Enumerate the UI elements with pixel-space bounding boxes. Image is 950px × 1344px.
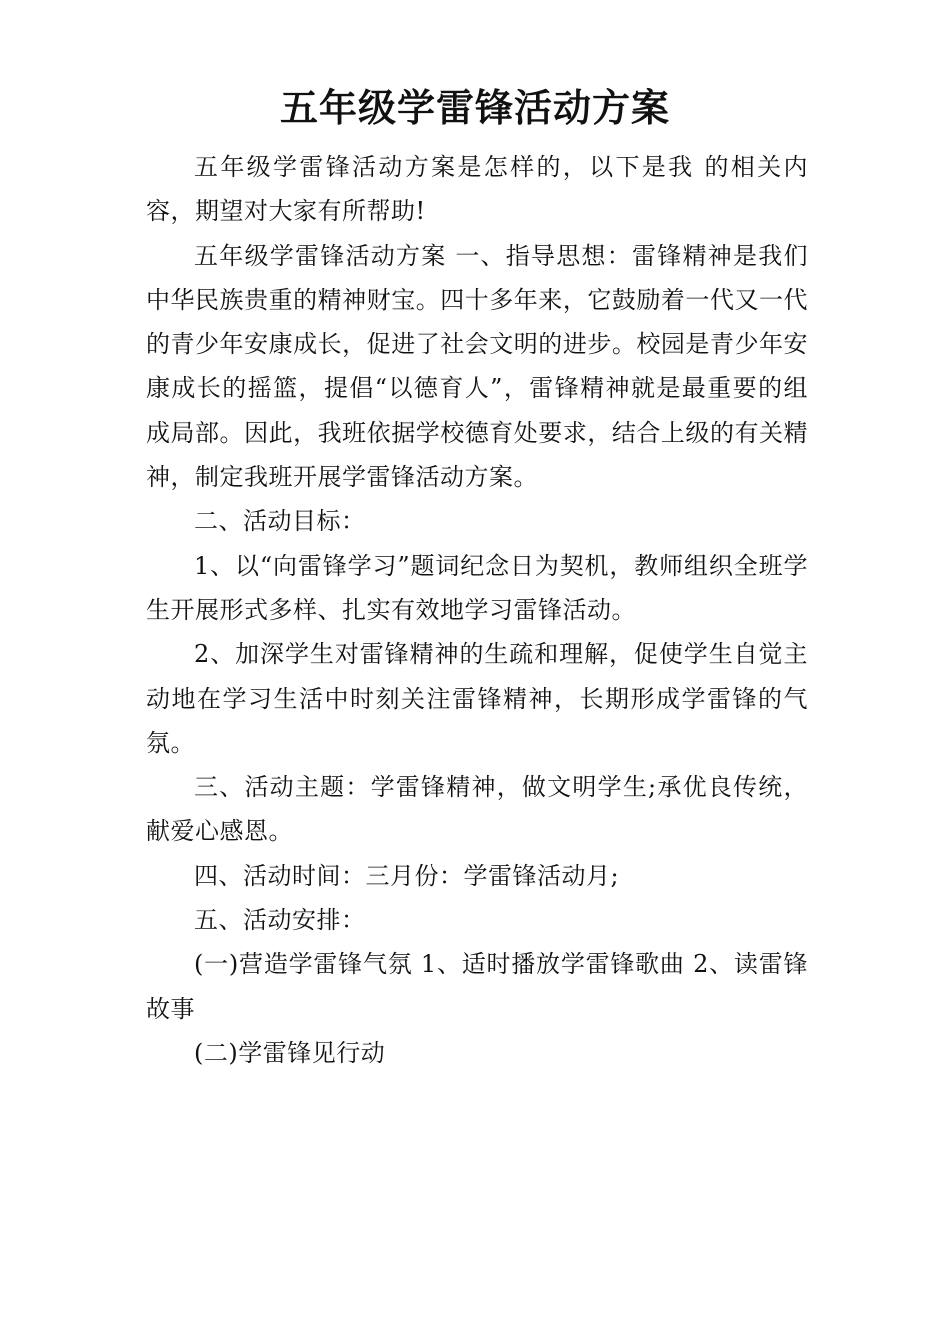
goal-item-1: 1、以“向雷锋学习”题词纪念日为契机，教师组织全班学生开展形式多样、扎实有效地学习雷锋活动。 xyxy=(146,551,808,624)
section-heading-arrangement: 五、活动安排： xyxy=(194,906,366,935)
guiding-ideology-paragraph: 五年级学雷锋活动方案 一、指导思想：雷锋精神是我们中华民族贵重的精神财宝。四十多年来，它鼓励着一代又一代的青少年安康成长，促进了社会文明的进步。校园是青少年安康成长的摇篮，提倡“以德育人”，雷锋精神就是最重要的组成局部。因此，我班依据学校德育处要求，结合上级的有关精神，制定我班开展学雷锋活动方案。 xyxy=(146,241,808,492)
time-paragraph: 四、活动时间：三月份：学雷锋活动月; xyxy=(194,861,620,890)
goal-item-2: 2、加深学生对雷锋精神的生疏和理解，促使学生自觉主动地在学习生活中时刻关注雷锋精神，长期形成学雷锋的气氛。 xyxy=(146,640,808,757)
intro-paragraph: 五年级学雷锋活动方案是怎样的，以下是我 的相关内容，期望对大家有所帮助! xyxy=(146,153,808,226)
arrangement-item-1: (一)营造学雷锋气氛 1、适时播放学雷锋歌曲 2、读雷锋故事 xyxy=(146,950,808,1023)
theme-paragraph: 三、活动主题：学雷锋精神，做文明学生;承优良传统，献爱心感恩。 xyxy=(146,773,808,846)
arrangement-item-2: (二)学雷锋见行动 xyxy=(194,1038,386,1067)
document-body xyxy=(146,145,808,1075)
document-title: 五年级学雷锋活动方案 xyxy=(279,85,670,130)
section-heading-goals: 二、活动目标： xyxy=(194,507,366,536)
